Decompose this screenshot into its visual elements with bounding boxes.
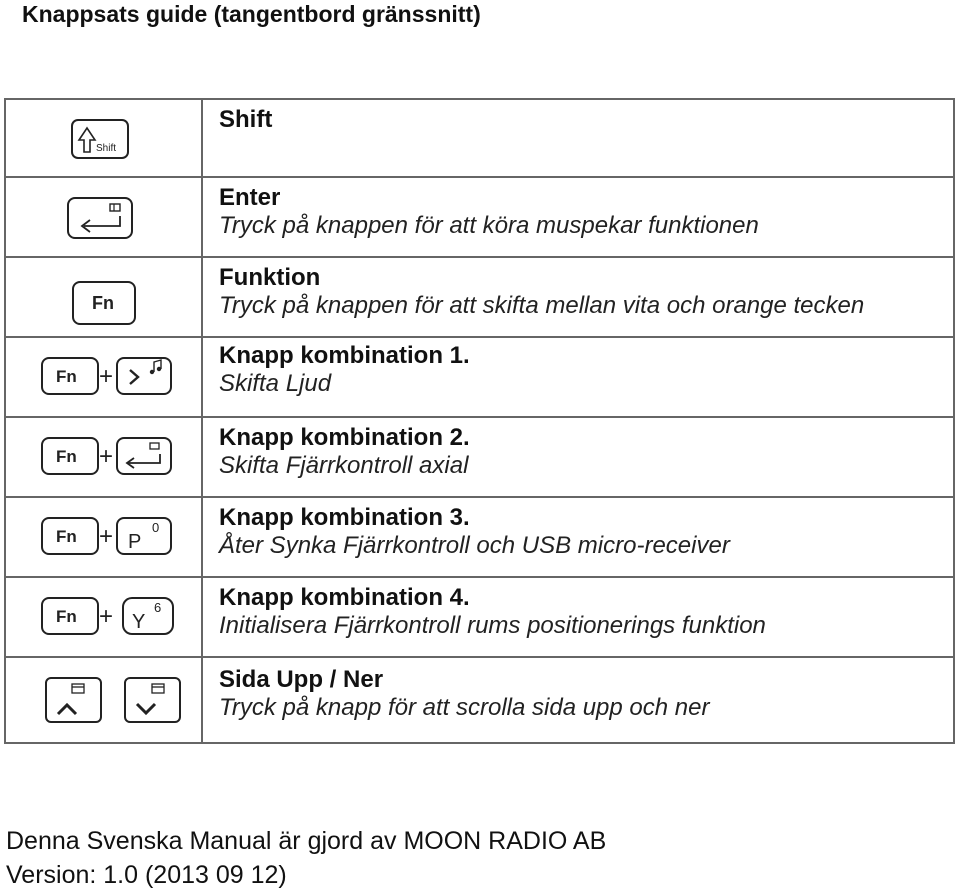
fn-key-icon [6,258,201,336]
fn-plus-music-icon [6,338,201,416]
fn-plus-p-icon [6,498,201,576]
guide-row-combo-2 [5,417,954,497]
row-title-combo-2: Knapp kombination 2. [219,424,470,451]
guide-row-shift [5,99,954,177]
p-key-label: P [128,531,142,553]
page-title: Knappsats guide (tangentbord gränssnitt) [22,1,481,27]
keypad-guide-table [4,98,955,744]
row-title-shift: Shift [219,106,273,133]
fn-plus-y-icon [6,578,201,656]
fn-key-label: Fn [56,527,77,546]
plus-sign: + [99,603,114,630]
shift-key-icon [6,100,201,176]
footer-credit: Denna Svenska Manual är gjord av MOON RADIO AB [6,827,607,855]
enter-key-icon [6,178,201,256]
row-desc-combo-4: Initialisera Fjärrkontroll rums positionerings funktion [219,612,766,639]
plus-sign: + [99,443,114,470]
p-key-sup: 0 [152,520,160,535]
guide-row-combo-4 [5,577,954,657]
guide-row-combo-1 [5,337,954,417]
guide-row-page-up-down [5,657,954,743]
fn-key-label: Fn [92,293,114,313]
footer-version: Version: 1.0 (2013 09 12) [6,861,287,889]
row-desc-combo-3: Åter Synka Fjärrkontroll och USB micro-receiver [219,532,730,559]
row-title-page-up-down: Sida Upp / Ner [219,666,384,693]
fn-key-label: Fn [56,447,77,466]
guide-row-enter [5,177,954,257]
plus-sign: + [99,363,114,390]
row-title-combo-4: Knapp kombination 4. [219,584,470,611]
y-key-sup: 6 [154,600,162,615]
row-desc-enter: Tryck på knappen för att köra muspekar funktionen [219,212,759,239]
fn-key-label: Fn [56,367,77,386]
plus-sign: + [99,523,114,550]
fn-plus-enter-icon [6,418,201,496]
row-desc-combo-2: Skifta Fjärrkontroll axial [219,452,469,479]
row-title-combo-3: Knapp kombination 3. [219,504,470,531]
row-desc-page-up-down: Tryck på knapp för att scrolla sida upp och ner [219,694,710,721]
row-title-enter: Enter [219,184,281,211]
fn-key-label: Fn [56,607,77,626]
row-title-combo-1: Knapp kombination 1. [219,342,470,369]
page-up-down-icon [6,658,201,742]
row-desc-combo-1: Skifta Ljud [219,370,332,397]
row-title-funktion: Funktion [219,264,321,291]
guide-row-funktion [5,257,954,337]
guide-row-combo-3 [5,497,954,577]
y-key-label: Y [132,611,146,633]
row-desc-funktion: Tryck på knappen för att skifta mellan vita och orange tecken [219,292,865,319]
shift-key-label: Shift [96,143,117,154]
